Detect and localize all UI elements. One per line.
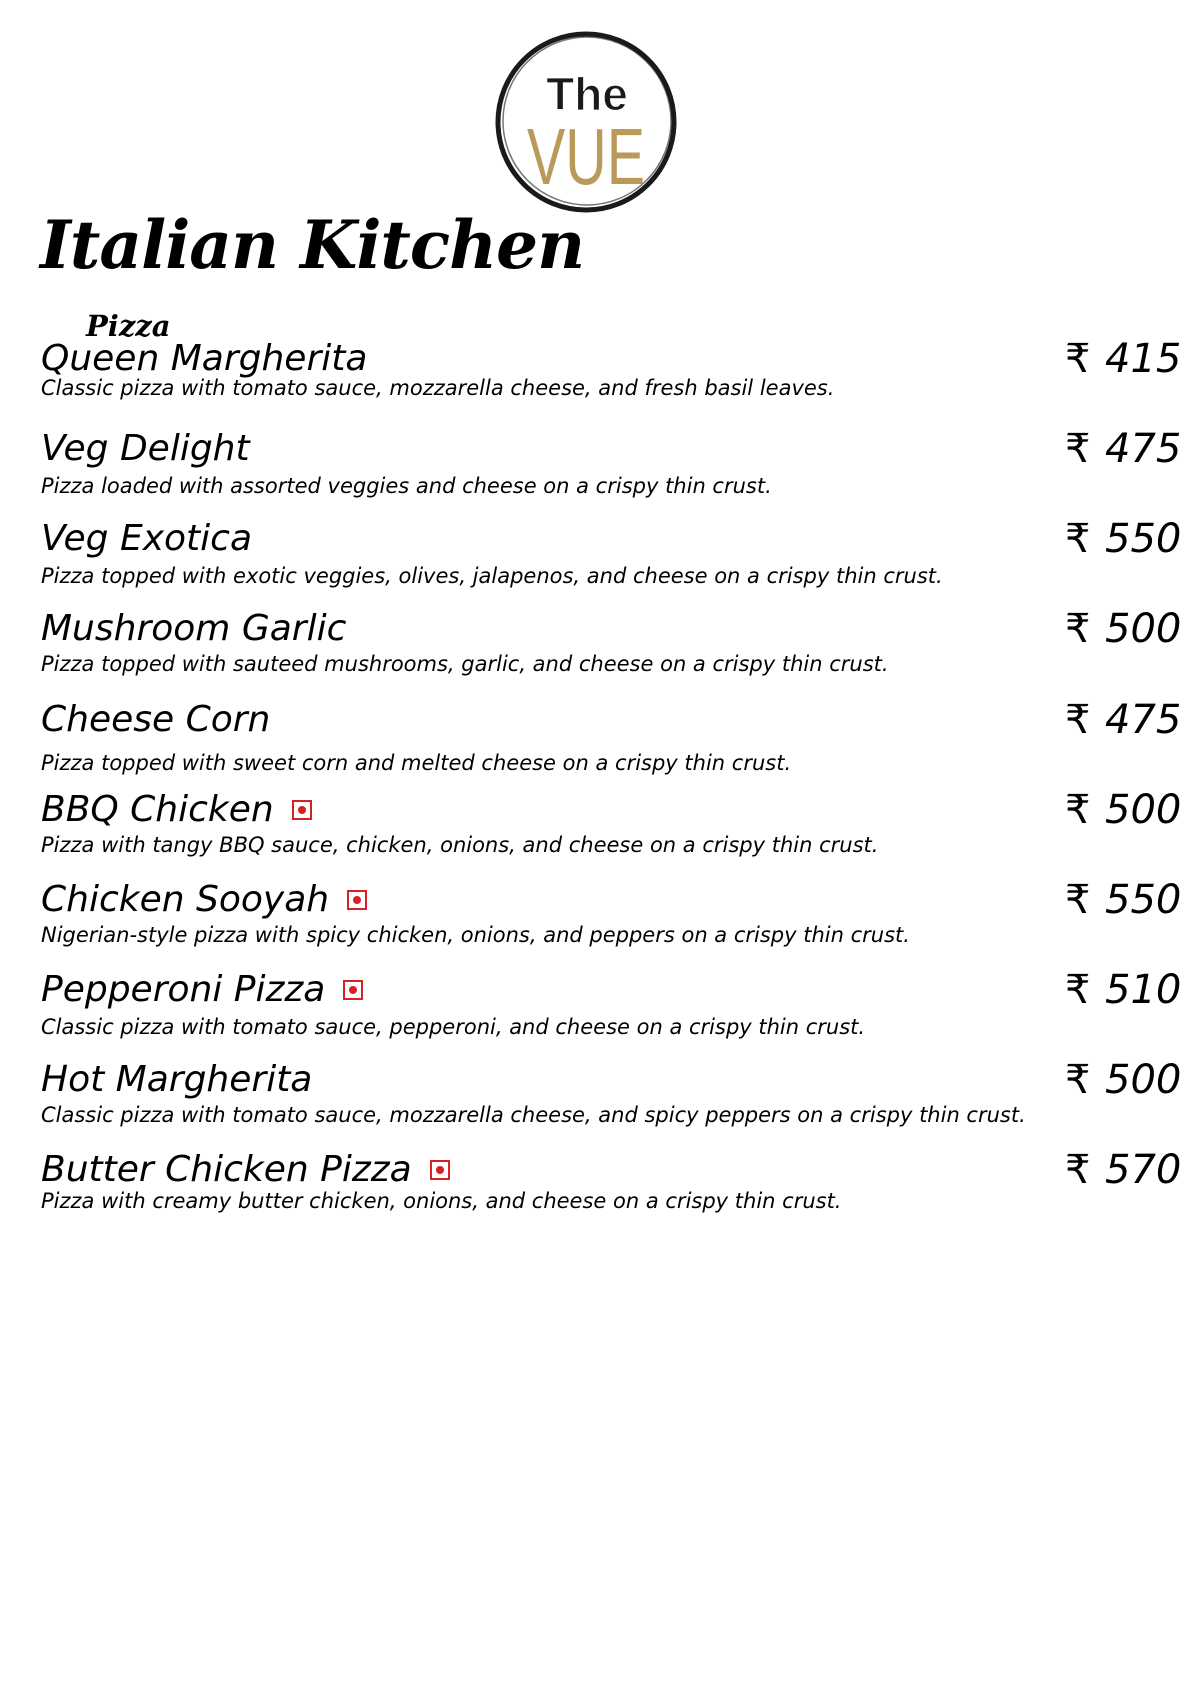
menu-item-price-value: 550 — [1105, 877, 1182, 923]
menu-item-price — [1065, 967, 1181, 1013]
menu-item-description: Pizza topped with sauteed mushrooms, garlic, and cheese on a crispy thin crust. — [41, 652, 889, 676]
menu-item-name — [41, 877, 367, 923]
menu-item-name — [41, 967, 363, 1013]
menu-item — [41, 426, 1200, 518]
rupee-icon: ₹ — [1065, 516, 1091, 562]
rupee-icon: ₹ — [1065, 1147, 1091, 1193]
menu-item-name — [41, 787, 312, 833]
non-veg-icon — [292, 800, 312, 820]
page-title: Italian Kitchen — [40, 206, 585, 284]
menu-item — [41, 516, 1200, 608]
menu-item-price — [1065, 1057, 1181, 1103]
menu-item-price-value: 500 — [1105, 787, 1182, 833]
menu-item — [41, 336, 1200, 428]
menu-item-price-value: 570 — [1105, 1147, 1182, 1193]
menu-item-name-text: Butter Chicken Pizza — [41, 1149, 412, 1190]
menu-item-price-value: 510 — [1105, 967, 1182, 1013]
menu-item-description: Classic pizza with tomato sauce, mozzarella cheese, and spicy peppers on a crispy thin crust. — [41, 1103, 1026, 1127]
menu-item-description: Nigerian-style pizza with spicy chicken, onions, and peppers on a crispy thin crust. — [41, 923, 910, 947]
menu-item-price-value: 550 — [1105, 516, 1182, 562]
rupee-icon: ₹ — [1065, 426, 1091, 472]
rupee-icon: ₹ — [1065, 877, 1091, 923]
menu-item — [41, 877, 1200, 969]
menu-item-name-text: Queen Margherita — [41, 338, 368, 379]
menu-item — [41, 787, 1200, 879]
menu-item-name-text: Chicken Sooyah — [41, 879, 330, 920]
menu-item-name-text: Mushroom Garlic — [41, 608, 347, 649]
rupee-icon: ₹ — [1065, 787, 1091, 833]
menu-item-price — [1065, 877, 1181, 923]
rupee-icon: ₹ — [1065, 967, 1091, 1013]
the-vue-logo — [490, 26, 682, 218]
menu-item-name — [41, 1057, 312, 1103]
menu-item-name-text: Veg Exotica — [41, 518, 253, 559]
menu-item-description: Pizza topped with sweet corn and melted cheese on a crispy thin crust. — [41, 751, 792, 775]
menu-item-name-text: Cheese Corn — [41, 699, 271, 740]
menu-item-name — [41, 606, 346, 652]
menu-item-price — [1065, 426, 1181, 472]
non-veg-icon — [343, 980, 363, 1000]
menu-item-price-value: 475 — [1105, 426, 1182, 472]
menu-item-name-text: Pepperoni Pizza — [41, 969, 326, 1010]
menu-item-description: Pizza loaded with assorted veggies and cheese on a crispy thin crust. — [41, 474, 772, 498]
menu-item-price — [1065, 697, 1181, 743]
logo-text-top: The — [546, 68, 628, 120]
menu-item-name — [41, 697, 270, 743]
menu-item-price — [1065, 516, 1181, 562]
non-veg-icon — [430, 1160, 450, 1180]
menu-item-price-value: 415 — [1105, 336, 1182, 382]
menu-item-description: Pizza with tangy BBQ sauce, chicken, onions, and cheese on a crispy thin crust. — [41, 833, 879, 857]
menu-item-price — [1065, 787, 1181, 833]
menu-item — [41, 967, 1200, 1059]
menu-item-description: Classic pizza with tomato sauce, mozzarella cheese, and fresh basil leaves. — [41, 376, 835, 400]
menu-item — [41, 1057, 1200, 1149]
menu-item-price — [1065, 606, 1181, 652]
non-veg-icon — [347, 890, 367, 910]
section-heading: Pizza — [86, 309, 171, 343]
menu-item-price-value: 475 — [1105, 697, 1182, 743]
menu-item-name — [41, 516, 252, 562]
menu-item-name — [41, 426, 250, 472]
menu-item-name-text: BBQ Chicken — [41, 789, 274, 830]
menu-item-description: Pizza with creamy butter chicken, onions, and cheese on a crispy thin crust. — [41, 1189, 842, 1213]
menu-item — [41, 1147, 1200, 1239]
logo-text-bottom: VUE — [527, 112, 645, 201]
menu-item — [41, 606, 1200, 698]
menu-item-price-value: 500 — [1105, 606, 1182, 652]
menu-item-description: Pizza topped with exotic veggies, olives, jalapenos, and cheese on a crispy thin crust. — [41, 564, 943, 588]
menu-item-description: Classic pizza with tomato sauce, pepperoni, and cheese on a crispy thin crust. — [41, 1015, 866, 1039]
rupee-icon: ₹ — [1065, 1057, 1091, 1103]
logo-mark — [490, 26, 682, 218]
rupee-icon: ₹ — [1065, 606, 1091, 652]
menu-item-price — [1065, 336, 1181, 382]
menu-item-price-value: 500 — [1105, 1057, 1182, 1103]
menu-item-name-text: Hot Margherita — [41, 1059, 313, 1100]
menu-item-price — [1065, 1147, 1181, 1193]
menu-item — [41, 697, 1200, 789]
rupee-icon: ₹ — [1065, 336, 1091, 382]
rupee-icon: ₹ — [1065, 697, 1091, 743]
menu-item-name-text: Veg Delight — [41, 428, 250, 469]
